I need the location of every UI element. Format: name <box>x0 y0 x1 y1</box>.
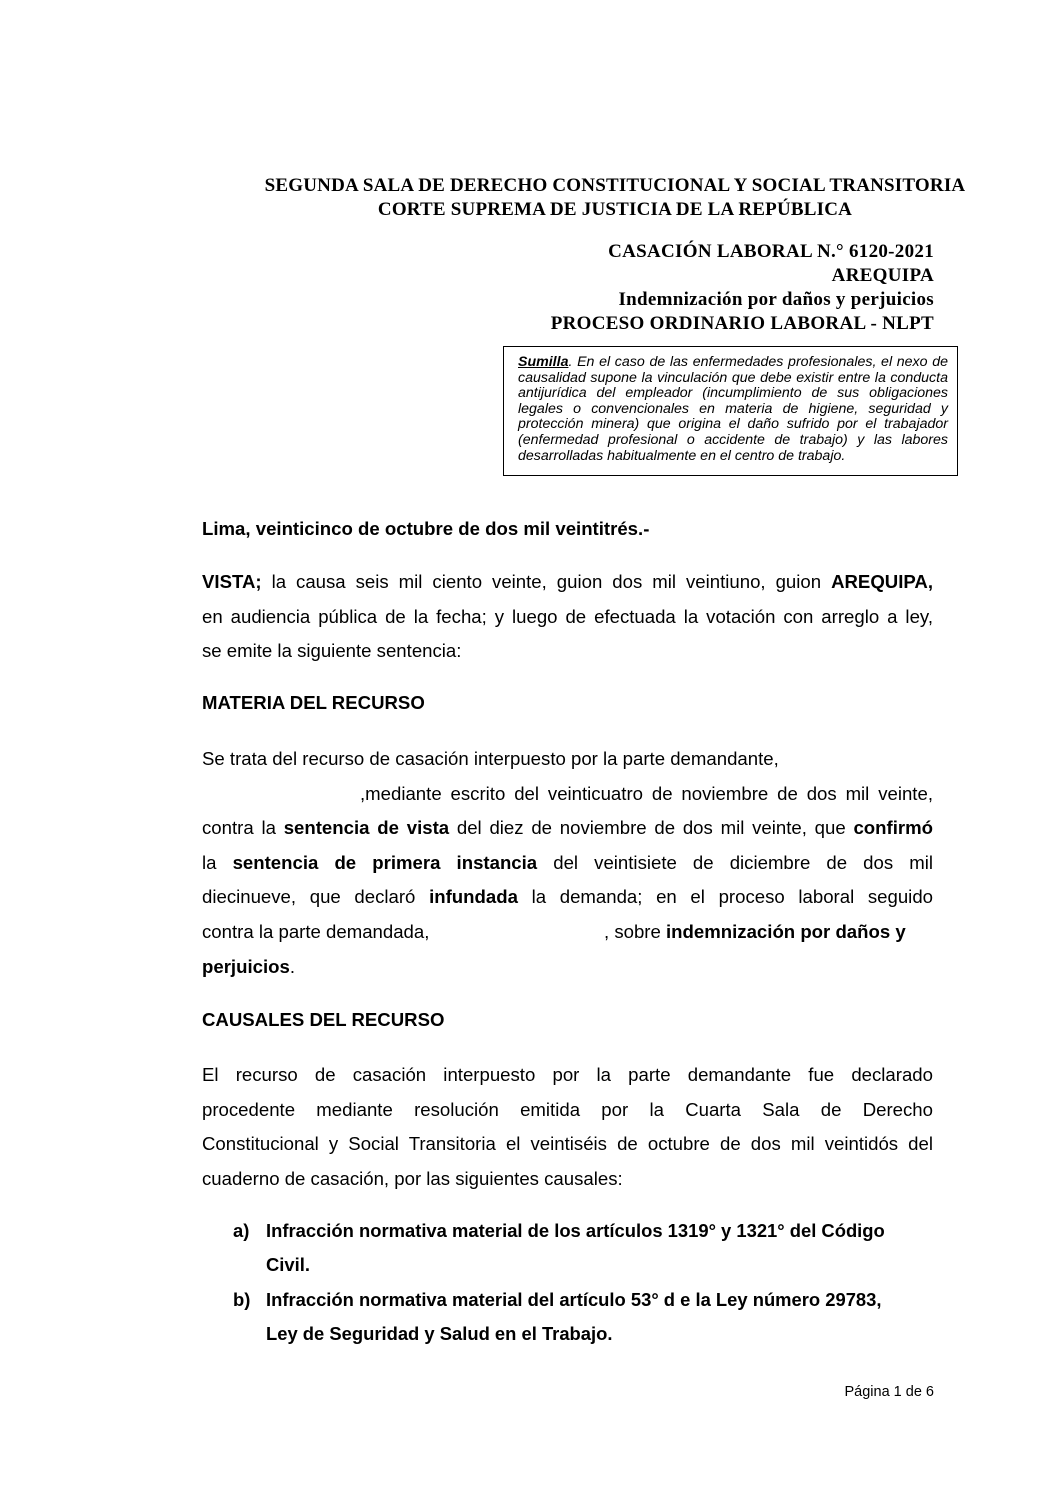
materia-text: , sobre <box>604 920 667 942</box>
materia-bold: infundada <box>429 886 518 908</box>
materia-line-5 <box>202 880 933 915</box>
sumilla-label: Sumilla <box>518 354 569 370</box>
vista-line-1 <box>202 565 933 600</box>
list-item <box>233 1214 933 1282</box>
causales-line-4: cuaderno de casación, por las siguientes causales: <box>202 1167 623 1189</box>
materia-heading <box>202 686 933 721</box>
materia-line-7 <box>202 950 933 985</box>
sumilla-text: En el caso de las enfermedades profesionales, el nexo de causalidad supone la vinculación que debe existir entre la conducta antijurídica del empleador (incumplimiento de sus obligaciones legales o convencionales en materia de higiene, seguridad y protección minera) que origina el daño sufrido por el trabajador (enfermedad profesional o accidente de trabajo) y las labores desarrolladas habitualmente en el centro de trabajo. <box>518 354 948 464</box>
list-item-line: Civil. <box>266 1254 310 1275</box>
materia-line-1: Se trata del recurso de casación interpuesto por la parte demandante, <box>202 748 779 769</box>
list-item-body <box>266 1283 933 1351</box>
materia-text: la <box>202 851 233 873</box>
list-item <box>233 1283 933 1351</box>
materia-line-3 <box>202 811 933 846</box>
date-text: Lima, veinticinco de octubre de dos mil veintitrés.- <box>202 518 650 539</box>
vista-paragraph <box>202 565 933 669</box>
court-name-line: SEGUNDA SALA DE DERECHO CONSTITUCIONAL Y SOCIAL TRANSITORIA <box>264 175 966 196</box>
supreme-court-line: CORTE SUPREMA DE JUSTICIA DE LA REPÚBLICA <box>377 199 853 220</box>
case-subject: Indemnización por daños y perjuicios <box>618 289 934 310</box>
causales-heading-text: CAUSALES DEL RECURSO <box>202 1009 445 1030</box>
list-item-line: Infracción normativa material del artículo 53° d e la Ley número 29783, <box>266 1289 882 1310</box>
materia-text: del veintisiete de diciembre de dos mil <box>537 851 934 873</box>
date-line <box>202 512 933 547</box>
vista-line-3: se emite la siguiente sentencia: <box>202 640 462 662</box>
materia-line-2: ,mediante escrito del veinticuatro de noviembre de dos mil veinte, <box>360 782 933 804</box>
materia-bold: confirmó <box>853 817 933 839</box>
materia-heading-text: MATERIA DEL RECURSO <box>202 692 425 713</box>
materia-line-4 <box>202 846 933 881</box>
vista-line-2: en audiencia pública de la fecha; y luego de efectuada la votación con arreglo a ley, <box>202 605 933 627</box>
materia-bold: sentencia de vista <box>283 817 450 839</box>
materia-bold: indemnización por daños y <box>666 920 906 942</box>
materia-text: . <box>289 955 296 977</box>
vista-city: AREQUIPA, <box>831 571 933 592</box>
causales-heading <box>202 1003 933 1038</box>
materia-line-6-tail <box>604 915 906 950</box>
page-number: Página 1 de 6 <box>844 1384 934 1400</box>
list-item-line: Infracción normativa material de los artículos 1319° y 1321° del Código <box>266 1220 885 1241</box>
causales-line-2: procedente mediante resolución emitida por la Cuarta Sala de Derecho <box>202 1098 933 1120</box>
case-process: PROCESO ORDINARIO LABORAL - NLPT <box>550 313 934 334</box>
materia-line-6 <box>202 915 933 950</box>
case-number: CASACIÓN LABORAL N.° 6120-2021 <box>608 241 934 262</box>
materia-text: diecinueve, que declaró <box>202 886 430 908</box>
materia-text: la demanda; en el proceso laboral seguido <box>517 886 933 908</box>
list-item-body <box>266 1214 933 1282</box>
causales-line-1: El recurso de casación interpuesto por la parte demandante fue declarado <box>202 1064 933 1085</box>
list-item-letter: a) <box>233 1220 250 1241</box>
vista-label: VISTA; <box>202 571 262 592</box>
list-item-line: Ley de Seguridad y Salud en el Trabajo. <box>266 1323 613 1344</box>
materia-text: contra la <box>202 817 284 839</box>
list-item-letter: b) <box>233 1289 251 1310</box>
sumilla-box: Sumilla. En el caso de las enfermedades profesionales, el nexo de causalidad supone la vinculación que debe existir entre la conducta antijurídica del empleador (incumplimiento de sus obligaciones legales o convencionales en materia de higiene, seguridad y protección minera) que origina el daño sufrido por el trabajador (enfermedad profesional o accidente de trabajo) y las labores desarrolladas habitualmente en el centro de trabajo. <box>503 346 958 476</box>
causales-paragraph <box>202 1058 933 1196</box>
vista-text-1: la causa seis mil ciento veinte, guion dos mil veintiuno, guion <box>261 571 832 592</box>
materia-paragraph <box>202 742 933 984</box>
materia-text: contra la parte demandada, <box>202 920 430 942</box>
case-info <box>551 240 934 336</box>
materia-bold: sentencia de primera instancia <box>232 851 538 873</box>
materia-text: del diez de noviembre de dos mil veinte, que <box>449 817 854 839</box>
court-heading <box>150 174 1058 222</box>
causales-line-3: Constitucional y Social Transitoria el veintiséis de octubre de dos mil veintidós del <box>202 1133 933 1155</box>
materia-bold: perjuicios <box>202 955 290 977</box>
case-city: AREQUIPA <box>831 265 934 286</box>
